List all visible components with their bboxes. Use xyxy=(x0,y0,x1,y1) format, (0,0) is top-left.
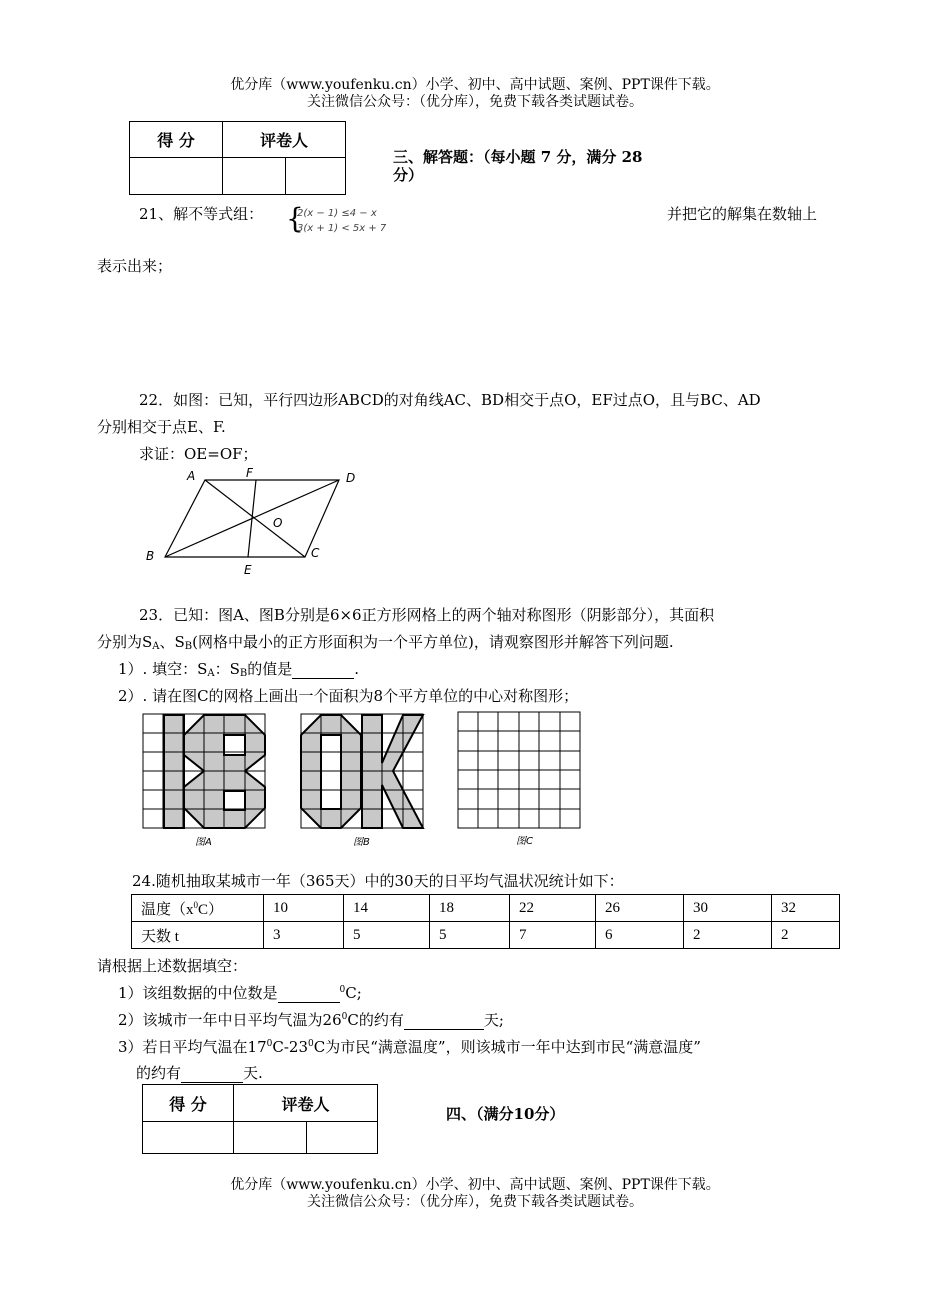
days-26-answer-blank[interactable] xyxy=(404,1013,484,1030)
table-header-temp: 温度$(x^0C)$ xyxy=(132,895,264,922)
grid-figure-a xyxy=(142,713,268,830)
grader-cell-2[interactable] xyxy=(307,1122,378,1154)
label-e: E xyxy=(244,563,252,577)
q24-item3: 3）若日平均气温在$17^0C-23^0C$为市民“满意温度”，则该城市一年中达到市民“满意温度” xyxy=(118,1038,701,1056)
q23-item1-c: 的值是 xyxy=(247,660,293,678)
table-cell: 7 xyxy=(510,922,596,949)
q23-item1-d: . xyxy=(354,660,360,678)
label-c: C xyxy=(311,546,320,560)
q21-line2: 表示出来； xyxy=(97,257,173,275)
q23-line1: 23．已知：图A、图B分别是6×6正方形网格上的两个轴对称图形（阴影部分），其面积 xyxy=(139,606,715,624)
label-d: D xyxy=(346,471,356,485)
q23-sub-a: A xyxy=(152,641,160,652)
table-cell: 2 xyxy=(772,922,840,949)
score-cell[interactable] xyxy=(130,158,223,195)
q21-suffix: 并把它的解集在数轴上 xyxy=(667,205,818,223)
q23-line2 xyxy=(97,631,674,652)
section4-title: 四、（满分10分） xyxy=(446,1105,565,1123)
q21-eq2: 3(x + 1) < 5x + 7 xyxy=(297,223,387,234)
q23-sub-b: B xyxy=(184,641,193,652)
q22-line3: 求证：OE=OF； xyxy=(139,445,258,463)
caption-a: 图A xyxy=(195,837,212,848)
q23-item1-a: 1）. 填空：S xyxy=(118,660,208,678)
q24-item1: 1）该组数据的中位数是 $^0$C; xyxy=(118,984,362,1002)
table-cell: 3 xyxy=(264,922,344,949)
table-cell: 14 xyxy=(344,895,430,922)
label-a: A xyxy=(187,469,196,483)
table-row xyxy=(132,895,840,922)
table-cell: 30 xyxy=(684,895,772,922)
table-cell: 2 xyxy=(684,922,772,949)
grader-cell-1[interactable] xyxy=(234,1122,307,1154)
page-footer-line1: 优分库（www.youfenku.cn）小学、初中、高中试题、案例、PPT课件下载。 xyxy=(230,1177,720,1193)
q23-item1-sub-a: A xyxy=(207,668,215,679)
q23-line2-c: (网格中最小的正方形面积为一个平方单位)，请观察图形并解答下列问题. xyxy=(192,633,674,651)
q24-item2: 2）该城市一年中日平均气温为$26^0C$的约有 天; xyxy=(118,1011,504,1029)
q24-prompt: 请根据上述数据填空： xyxy=(97,957,248,975)
q24-intro: 24.随机抽取某城市一年（365天）中的30天的日平均气温状况统计如下： xyxy=(132,872,624,890)
temperature-table xyxy=(131,894,840,949)
comfort-days-answer-blank[interactable] xyxy=(181,1066,243,1083)
grader-label: 评卷人 xyxy=(234,1085,378,1122)
q23-item1 xyxy=(118,658,359,679)
section3-title: 三、解答题：（每小题 7 分，满分 28 xyxy=(393,148,643,166)
q22-line1: 22．如图：已知，平行四边形ABCD的对角线AC、BD相交于点O，EF过点O，且与BC、AD xyxy=(139,391,761,409)
table-cell: 5 xyxy=(430,922,510,949)
caption-b: 图B xyxy=(353,837,370,848)
grader-label: 评卷人 xyxy=(223,122,346,158)
q24-item3-line2: 的约有 天. xyxy=(136,1064,263,1082)
brace-icon: { xyxy=(286,202,304,235)
page-header-line2: 关注微信公众号：（优分库），免费下载各类试题试卷。 xyxy=(307,94,643,110)
table-cell: 26 xyxy=(596,895,684,922)
page-header-line1: 优分库（www.youfenku.cn）小学、初中、高中试题、案例、PPT课件下载。 xyxy=(230,77,720,93)
q21-prefix: 21、解不等式组： xyxy=(139,205,264,223)
table-cell: 18 xyxy=(430,895,510,922)
score-box-2 xyxy=(142,1084,378,1154)
grader-cell-2[interactable] xyxy=(286,158,346,195)
q22-line2: 分别相交于点E、F. xyxy=(97,418,226,436)
q23-item1-b: ：S xyxy=(214,660,240,678)
section3-title-line2: 分） xyxy=(393,166,424,184)
q23-answer-blank[interactable] xyxy=(292,662,354,679)
q21-eq1: 2(x − 1) ≤4 − x xyxy=(297,208,377,219)
q23-item2: 2）. 请在图C的网格上画出一个面积为8个平方单位的中心对称图形； xyxy=(118,687,579,705)
label-o: O xyxy=(273,516,283,530)
table-cell: 22 xyxy=(510,895,596,922)
parallelogram-figure xyxy=(140,462,370,582)
score-label: 得 分 xyxy=(130,122,223,158)
score-cell[interactable] xyxy=(143,1122,234,1154)
page-footer-line2: 关注微信公众号：（优分库），免费下载各类试题试卷。 xyxy=(307,1194,643,1210)
table-row xyxy=(132,922,840,949)
label-b: B xyxy=(146,549,155,563)
score-box-1 xyxy=(129,121,346,195)
q23-line2-a: 分别为S xyxy=(97,633,153,651)
median-answer-blank[interactable] xyxy=(278,986,340,1003)
label-f: F xyxy=(246,466,253,480)
table-cell: 32 xyxy=(772,895,840,922)
grid-figure-c[interactable] xyxy=(457,711,583,830)
table-header-days: 天数 t xyxy=(132,922,264,949)
grader-cell-1[interactable] xyxy=(223,158,286,195)
q23-item1-sub-b: B xyxy=(239,668,248,679)
table-cell: 10 xyxy=(264,895,344,922)
caption-c: 图C xyxy=(516,836,533,847)
score-label: 得 分 xyxy=(143,1085,234,1122)
grid-figure-b xyxy=(300,713,426,830)
q23-line2-b: 、S xyxy=(159,633,185,651)
table-cell: 5 xyxy=(344,922,430,949)
table-cell: 6 xyxy=(596,922,684,949)
